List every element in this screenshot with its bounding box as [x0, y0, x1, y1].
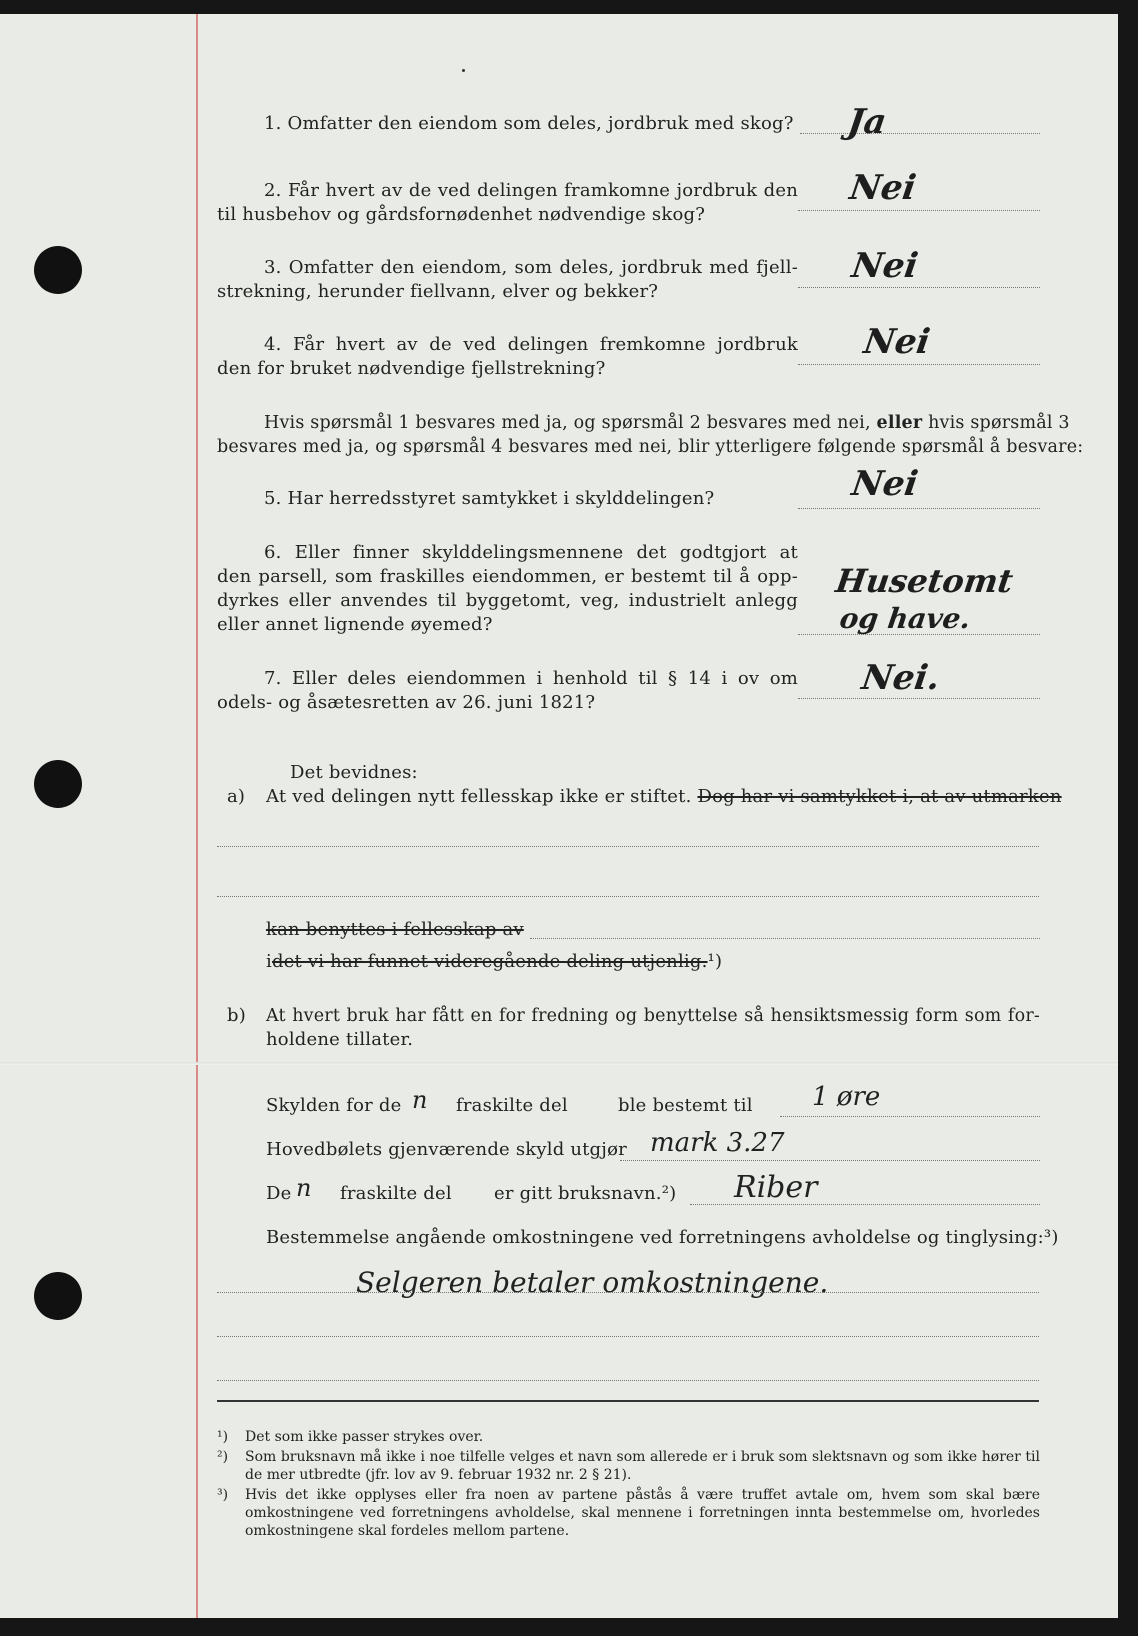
conditional-text: Hvis spørsmål 1 besvares med ja, og spørsmål 2 besvares med nei, [264, 413, 871, 433]
conditional-line2: besvares med ja, og spørsmål 4 besvares med nei, blir ytterligere følgende spørsmål å besvare: [217, 437, 1084, 457]
certify-a-line [266, 785, 1062, 809]
certify-a-text: At ved delingen nytt fellesskap ikke er stiftet. [266, 786, 692, 807]
conditional-text-end: hvis spørsmål 3 [928, 413, 1070, 433]
line3-struck: det vi har funnet videregående deling utjenlig. [271, 951, 708, 972]
speck [462, 69, 465, 72]
question-6-line1: 6. Eller finner skylddelingsmennene det godtgjort at [264, 542, 798, 563]
answer-5: Nei [849, 464, 921, 504]
hoved-value: mark 3.27 [650, 1128, 785, 1158]
skyld-label-2: fraskilte del [456, 1095, 568, 1116]
certify-b-marker: b) [227, 1005, 246, 1026]
answer-line-4 [798, 364, 1040, 365]
hoved-line [620, 1160, 1040, 1161]
question-4-line2: den for bruket nødvendige fjellstrekning? [217, 358, 606, 379]
cost-line-3 [217, 1380, 1039, 1381]
skyld-line [780, 1116, 1040, 1117]
question-4-line1: 4. Får hvert av de ved delingen fremkomne jordbruk [264, 334, 798, 355]
certify-b-line2: holdene tillater. [266, 1029, 414, 1050]
page-fold [0, 1062, 1118, 1065]
question-7-line1: 7. Eller deles eiendommen i henhold til § 14 i ov om [264, 668, 798, 689]
answer-6-line2: og have. [837, 602, 973, 635]
question-2-line2: til husbehov og gårdsfornødenhet nødvendige skog? [217, 204, 706, 225]
answer-line-3 [798, 287, 1040, 288]
question-5: 5. Har herredsstyret samtykket i skylddelingen? [264, 488, 715, 509]
answer-1: Ja [845, 102, 889, 142]
footnote-3-mark: ³) [217, 1487, 229, 1503]
answer-line-2 [798, 210, 1040, 211]
line3-note-ref: ¹) [707, 951, 723, 972]
question-6-line3: dyrkes eller anvendes til byggetomt, veg, industrielt anlegg [217, 590, 798, 611]
cost-line-1 [217, 1292, 1039, 1293]
answer-line-5 [798, 508, 1040, 509]
answer-line-1 [800, 133, 1040, 134]
hoved-label: Hovedbølets gjenværende skyld utgjør [266, 1139, 627, 1160]
question-3-line1: 3. Omfatter den eiendom, som deles, jordbruk med fjell- [264, 257, 798, 278]
cost-value: Selgeren betaler omkostningene. [356, 1266, 829, 1299]
certify-b-line1: At hvert bruk har fått en for fredning og benyttelse så hensiktsmessig form som for- [266, 1006, 1040, 1026]
question-1: 1. Omfatter den eiendom som deles, jordbruk med skog? [264, 113, 794, 134]
punch-hole-top [34, 246, 82, 294]
blank-line-a1 [217, 846, 1039, 847]
certify-heading: Det bevidnes: [290, 762, 418, 783]
footnote-rule [217, 1400, 1039, 1402]
footnote-1-text: Det som ikke passer strykes over. [245, 1429, 484, 1445]
answer-3: Nei [849, 246, 921, 286]
conditional-line1 [264, 411, 1070, 435]
answer-2: Nei [847, 168, 919, 208]
certify-a-marker: a) [227, 786, 246, 807]
skyld-label-1: Skylden for de [266, 1095, 402, 1116]
answer-4: Nei [861, 322, 933, 362]
struck-line-2: kan benyttes i fellesskap av [266, 919, 524, 940]
question-3-line2: strekning, herunder fiellvann, elver og bekker? [217, 281, 659, 302]
certify-a-struck: Dog har vi samtykket i, at av utmarken [697, 786, 1062, 807]
line3-prefix: i [266, 951, 272, 972]
margin-line [196, 14, 198, 1618]
question-6-line2: den parsell, som fraskilles eiendommen, er bestemt til å opp- [217, 566, 798, 587]
punch-hole-middle [34, 760, 82, 808]
punch-hole-bottom [34, 1272, 82, 1320]
answer-6-line1: Husetomt [833, 562, 1016, 600]
navn-label-1: De [266, 1183, 292, 1204]
conditional-bold: eller [876, 413, 923, 433]
question-2-line1: 2. Får hvert av de ved delingen framkomne jordbruk den [264, 180, 798, 201]
navn-label-2: fraskilte del [340, 1183, 452, 1204]
skyld-hand-n: n [412, 1086, 428, 1114]
footnote-2-text: Som bruksnavn må ikke i noe tilfelle velges et navn som allerede er i bruk som slektsnavn og som ikke hører til de mer utbredte (jfr. lov av 9. februar 1932 nr. 2 § 21). [245, 1449, 1040, 1483]
footnote-1-mark: ¹) [217, 1429, 229, 1445]
question-6-line4: eller annet lignende øyemed? [217, 614, 493, 635]
skyld-label-3: ble bestemt til [618, 1095, 753, 1116]
blank-line-a2 [217, 896, 1039, 897]
footnote-3-text: Hvis det ikke opplyses eller fra noen av partene påstås å være truffet avtale om, hvem som skal bære omkostningene ved forretningens avholdelse, skal mennene i forretningen innta bestemmelse om, hvorledes omkostningene skal fordeles mellom partene. [245, 1487, 1040, 1539]
answer-line-7 [798, 698, 1040, 699]
cost-label: Bestemmelse angående omkostningene ved forretningens avholdelse og tinglysing:³) [266, 1227, 1059, 1248]
skyld-value: 1 øre [812, 1082, 881, 1112]
blank-line-a3 [530, 938, 1040, 939]
answer-7: Nei. [859, 658, 943, 698]
navn-label-3: er gitt bruksnavn.²) [494, 1183, 677, 1204]
question-7-line2: odels- og åsætesretten av 26. juni 1821? [217, 692, 596, 713]
navn-hand-n: n [296, 1174, 312, 1202]
cost-line-2 [217, 1336, 1039, 1337]
footnote-2-mark: ²) [217, 1449, 229, 1465]
struck-line-3 [266, 950, 722, 974]
document-page [0, 14, 1118, 1618]
navn-value: Riber [734, 1170, 818, 1205]
